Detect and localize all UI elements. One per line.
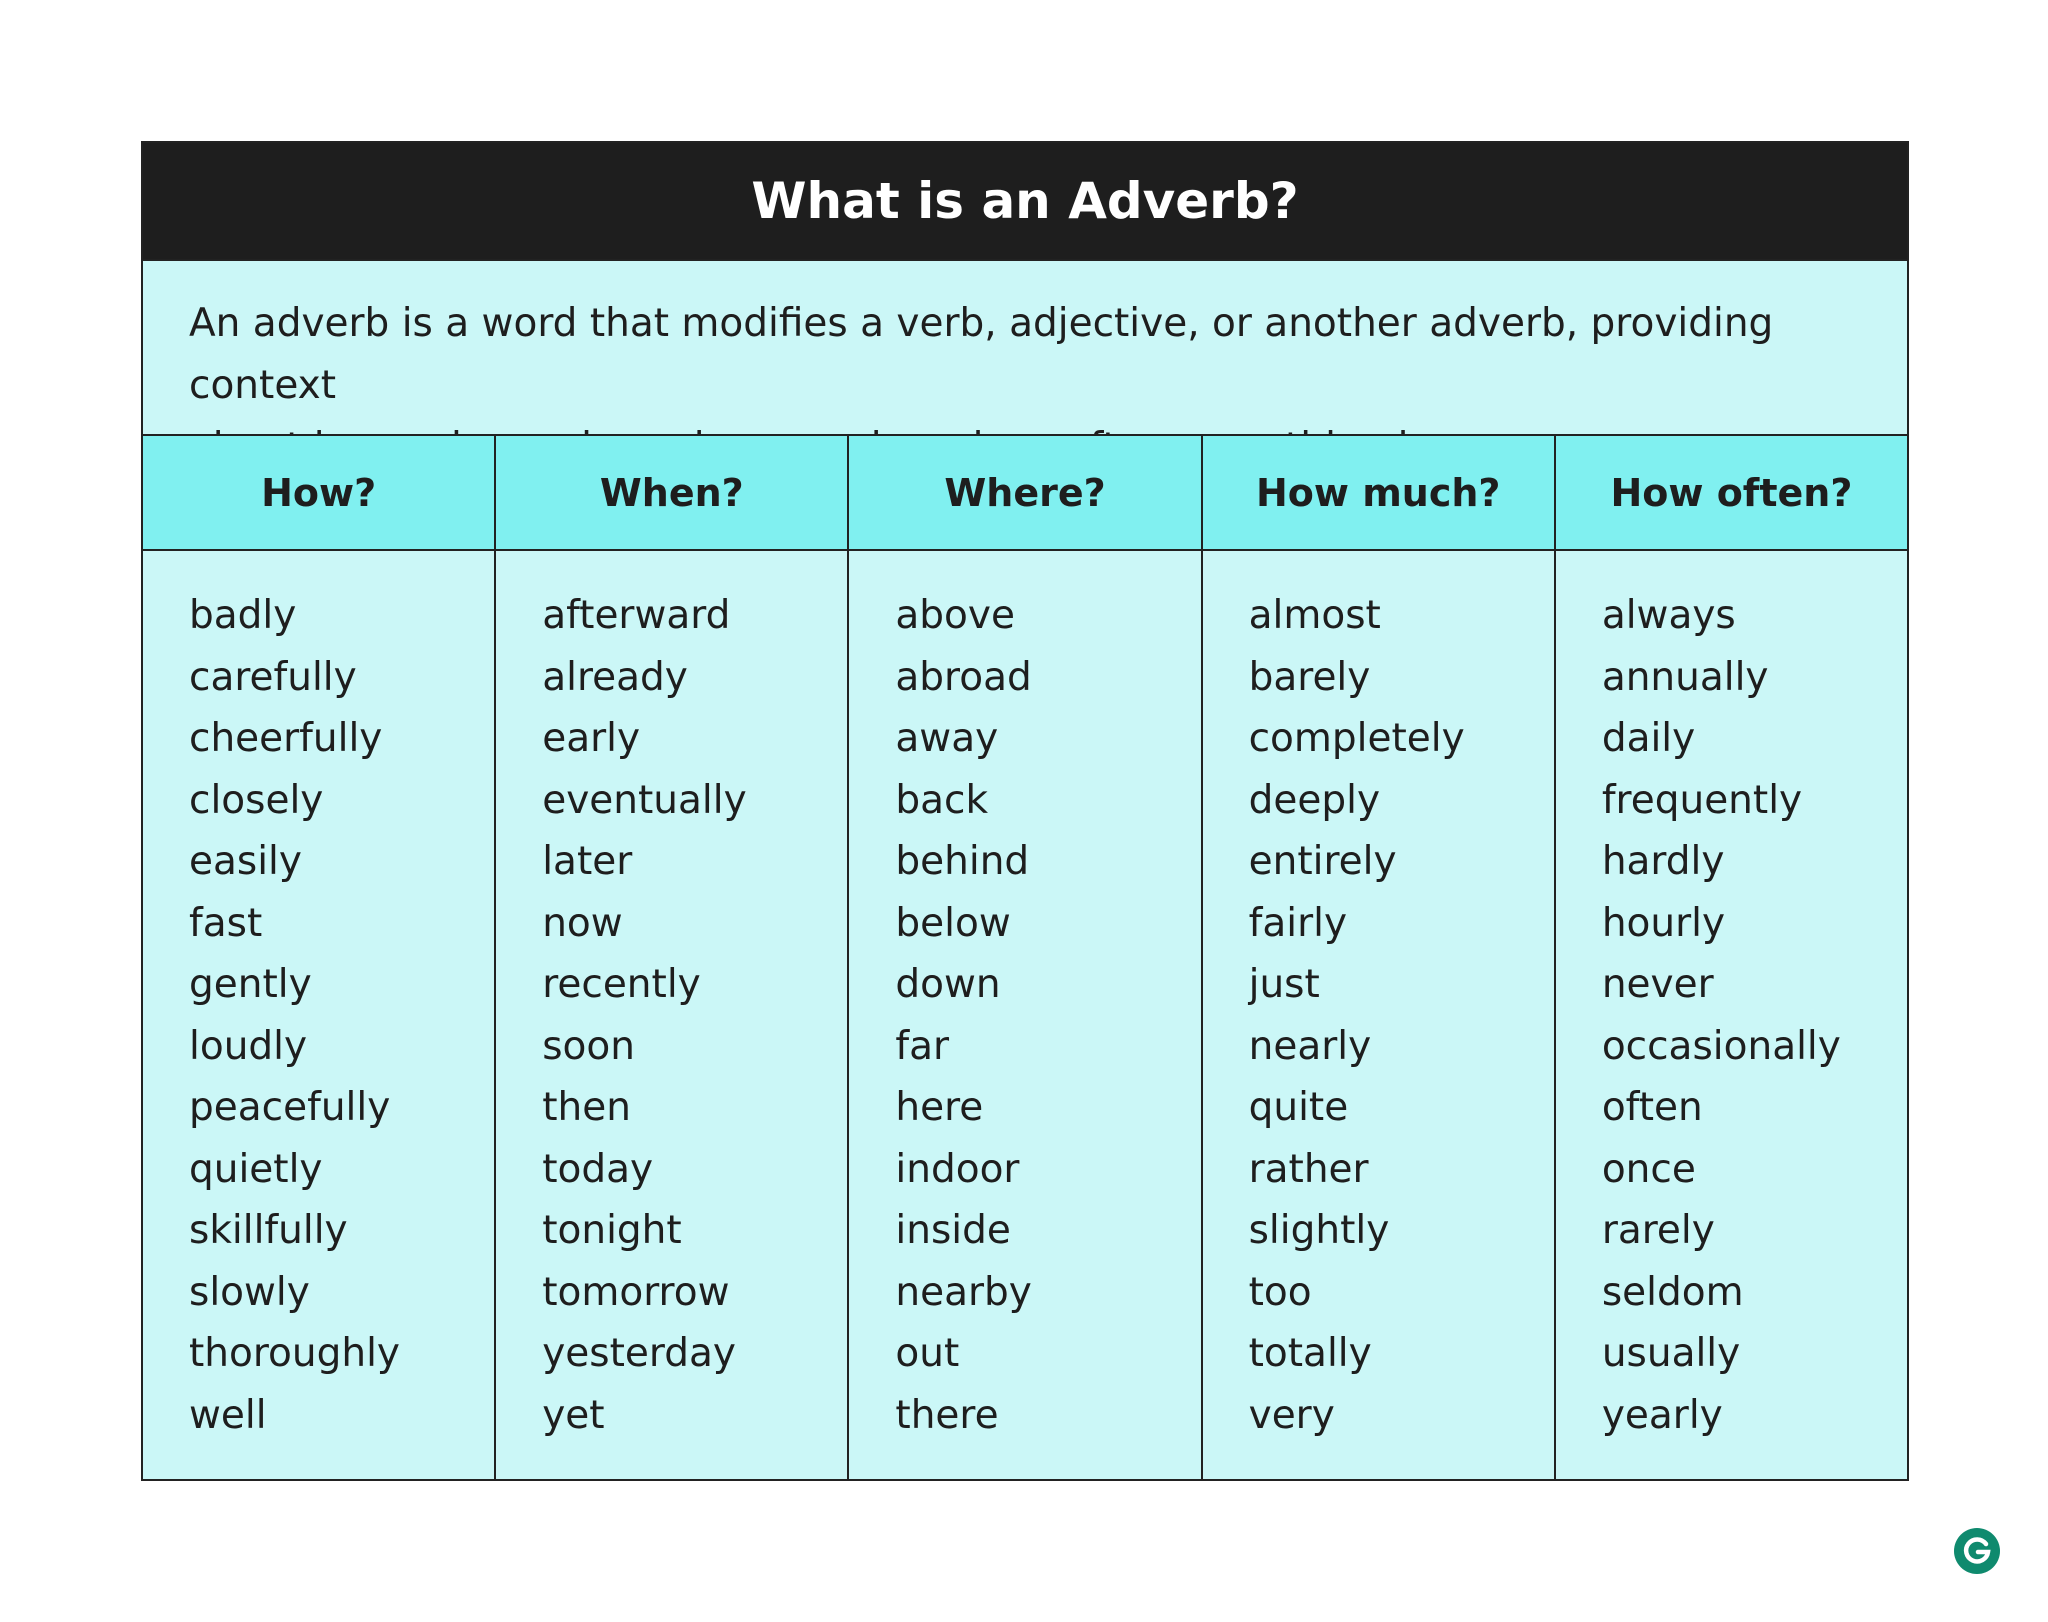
word-column: [143, 551, 494, 1479]
chart-title: What is an Adverb?: [143, 143, 1907, 259]
adverb-word: just: [1248, 962, 1320, 1007]
adverb-word: daily: [1601, 716, 1696, 761]
adverb-word: rather: [1248, 1146, 1369, 1192]
word-column: [1554, 551, 1907, 1479]
adverb-word: completely: [1248, 716, 1465, 761]
adverb-word: rarely: [1601, 1208, 1715, 1253]
adverb-word: deeply: [1248, 777, 1381, 823]
adverb-word: eventually: [542, 777, 747, 823]
adverb-word: nearly: [1248, 1023, 1372, 1069]
adverb-word: now: [542, 900, 623, 946]
adverb-chart: [141, 141, 1909, 1481]
adverb-word: inside: [895, 1208, 1011, 1253]
adverb-word: fairly: [1248, 900, 1348, 946]
column-header-row: [143, 434, 1907, 551]
adverb-word: today: [542, 1146, 654, 1192]
adverb-word: too: [1248, 1269, 1312, 1315]
adverb-word: later: [542, 839, 633, 884]
adverb-word: almost: [1248, 593, 1381, 638]
adverb-word: fast: [189, 900, 263, 946]
adverb-word: usually: [1601, 1331, 1741, 1376]
adverb-word: hardly: [1601, 839, 1725, 884]
adverb-word: behind: [895, 839, 1030, 884]
adverb-word: yearly: [1601, 1392, 1723, 1438]
column-header: When?: [494, 436, 847, 549]
grammarly-logo-icon: [1953, 1527, 2001, 1575]
adverb-word: well: [189, 1392, 267, 1438]
adverb-word: nearby: [895, 1269, 1032, 1315]
adverb-word: annually: [1601, 654, 1769, 700]
adverb-word: skillfully: [189, 1208, 348, 1253]
adverb-word: entirely: [1248, 839, 1397, 884]
adverb-word: slowly: [189, 1269, 310, 1315]
adverb-word: often: [1601, 1085, 1703, 1130]
adverb-word: easily: [189, 839, 302, 884]
adverb-word: tomorrow: [542, 1269, 730, 1315]
adverb-word: yet: [542, 1392, 605, 1438]
column-header: How often?: [1554, 436, 1907, 549]
adverb-word: out: [895, 1331, 960, 1376]
adverb-word: soon: [542, 1023, 635, 1069]
adverb-word: yesterday: [542, 1331, 736, 1376]
word-columns: [143, 551, 1907, 1479]
adverb-word: loudly: [189, 1023, 308, 1069]
adverb-word: quietly: [189, 1146, 323, 1192]
word-column: [494, 551, 847, 1479]
adverb-word: closely: [189, 777, 324, 823]
adverb-word: then: [542, 1085, 631, 1130]
word-column: [1201, 551, 1554, 1479]
adverb-word: early: [542, 716, 641, 761]
adverb-word: cheerfully: [189, 716, 383, 761]
adverb-word: back: [895, 777, 989, 823]
adverb-word: never: [1601, 962, 1714, 1007]
adverb-word: indoor: [895, 1146, 1020, 1192]
adverb-word: quite: [1248, 1085, 1349, 1130]
adverb-word: occasionally: [1601, 1023, 1841, 1069]
adverb-word: totally: [1248, 1331, 1372, 1376]
adverb-word: below: [895, 900, 1011, 946]
adverb-word: frequently: [1601, 777, 1803, 823]
adverb-word: here: [895, 1085, 984, 1130]
adverb-word: above: [895, 593, 1015, 638]
adverb-word: away: [895, 716, 999, 761]
column-header: How much?: [1201, 436, 1554, 549]
adverb-word: abroad: [895, 654, 1032, 700]
adverb-word: peacefully: [189, 1085, 391, 1130]
column-header: How?: [261, 470, 377, 515]
word-column: [847, 551, 1200, 1479]
adverb-word: barely: [1248, 654, 1371, 700]
column-header: Where?: [847, 436, 1200, 549]
adverb-word: thoroughly: [189, 1331, 401, 1376]
adverb-word: down: [895, 962, 1001, 1007]
adverb-word: already: [542, 654, 688, 700]
definition-line-1: An adverb is a word that modifies a verb, adjective, or another adverb, providing context: [189, 301, 1774, 408]
adverb-word: far: [895, 1023, 950, 1069]
adverb-word: seldom: [1601, 1269, 1744, 1315]
adverb-word: there: [895, 1392, 999, 1438]
adverb-word: always: [1601, 593, 1736, 638]
adverb-word: tonight: [542, 1208, 682, 1253]
adverb-word: very: [1248, 1392, 1335, 1438]
definition-text: [143, 259, 1907, 434]
adverb-word: hourly: [1601, 900, 1726, 946]
adverb-word: gently: [189, 962, 312, 1007]
adverb-word: recently: [542, 962, 701, 1007]
adverb-word: afterward: [542, 593, 731, 638]
adverb-word: carefully: [189, 654, 357, 700]
adverb-word: badly: [189, 593, 297, 638]
adverb-word: slightly: [1248, 1208, 1390, 1253]
adverb-word: once: [1601, 1146, 1696, 1192]
